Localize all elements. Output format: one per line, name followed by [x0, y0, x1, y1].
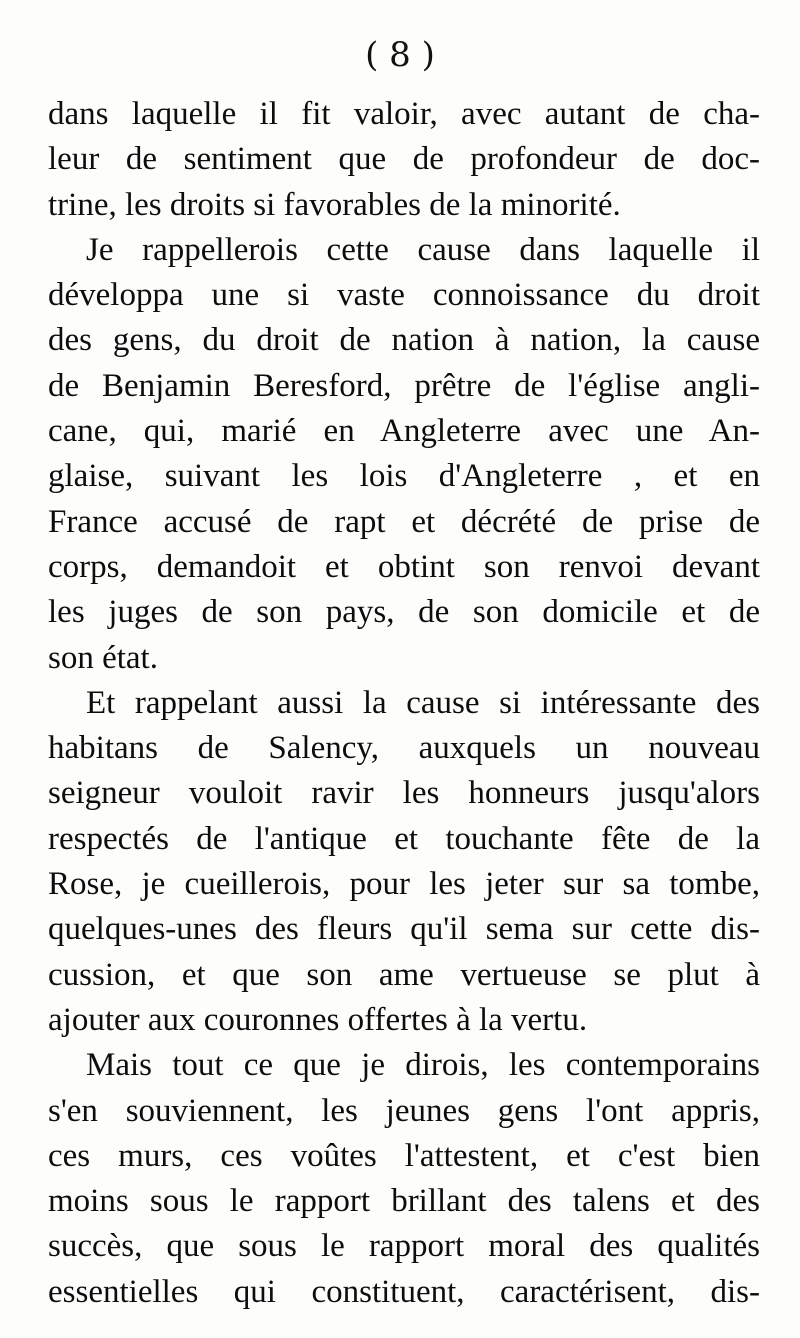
text-line: Rose, je cueillerois, pour les jeter sur sa tombe,	[48, 866, 760, 903]
text-line: dans laquelle il fit valoir, avec autant de cha-	[48, 96, 760, 132]
text-line: trine, les droits si favorables de la minorité.	[48, 186, 621, 223]
text-line: ces murs, ces voûtes l'attestent, et c'est bien	[48, 1137, 760, 1174]
paragraph-1	[48, 92, 760, 228]
text-line: seigneur vouloit ravir les honneurs jusqu'alors	[48, 775, 760, 812]
paragraph-2	[48, 228, 760, 681]
body-text	[48, 92, 760, 1315]
text-line: de Benjamin Beresford, prêtre de l'église angli-	[48, 367, 760, 404]
text-line: Je rappellerois cette cause dans laquelle il	[86, 231, 760, 268]
paragraph-4	[48, 1043, 760, 1315]
text-line: s'en souviennent, les jeunes gens l'ont appris,	[48, 1092, 760, 1129]
text-line: quelques-unes des fleurs qu'il sema sur cette dis-	[48, 911, 760, 948]
text-line: son état.	[48, 639, 158, 676]
page-number: ( 8 )	[365, 35, 435, 75]
text-line: les juges de son pays, de son domicile et de	[48, 594, 760, 631]
text-line: leur de sentiment que de profondeur de doc-	[48, 141, 760, 178]
text-line: Mais tout ce que je dirois, les contemporains	[86, 1047, 760, 1084]
text-line: Et rappelant aussi la cause si intéressante des	[86, 684, 760, 721]
text-line: des gens, du droit de nation à nation, la cause	[48, 322, 760, 359]
text-line: essentielles qui constituent, caractérisent, dis-	[48, 1273, 760, 1310]
text-line: France accusé de rapt et décrété de prise de	[48, 503, 760, 540]
text-line: succès, que sous le rapport moral des qualités	[48, 1228, 760, 1265]
text-line: corps, demandoit et obtint son renvoi devant	[48, 548, 760, 585]
text-line: cane, qui, marié en Angleterre avec une An-	[48, 413, 760, 450]
text-line: habitans de Salency, auxquels un nouveau	[48, 730, 760, 767]
text-line: développa une si vaste connoissance du droit	[48, 277, 760, 314]
paragraph-3	[48, 681, 760, 1043]
text-line: respectés de l'antique et touchante fête de la	[48, 820, 760, 857]
text-line: ajouter aux couronnes offertes à la vertu.	[48, 1001, 588, 1038]
text-line: moins sous le rapport brillant des talens et des	[48, 1183, 760, 1220]
text-line: cussion, et que son ame vertueuse se plut à	[48, 956, 760, 993]
text-line: glaise, suivant les lois d'Angleterre , et en	[48, 458, 760, 495]
